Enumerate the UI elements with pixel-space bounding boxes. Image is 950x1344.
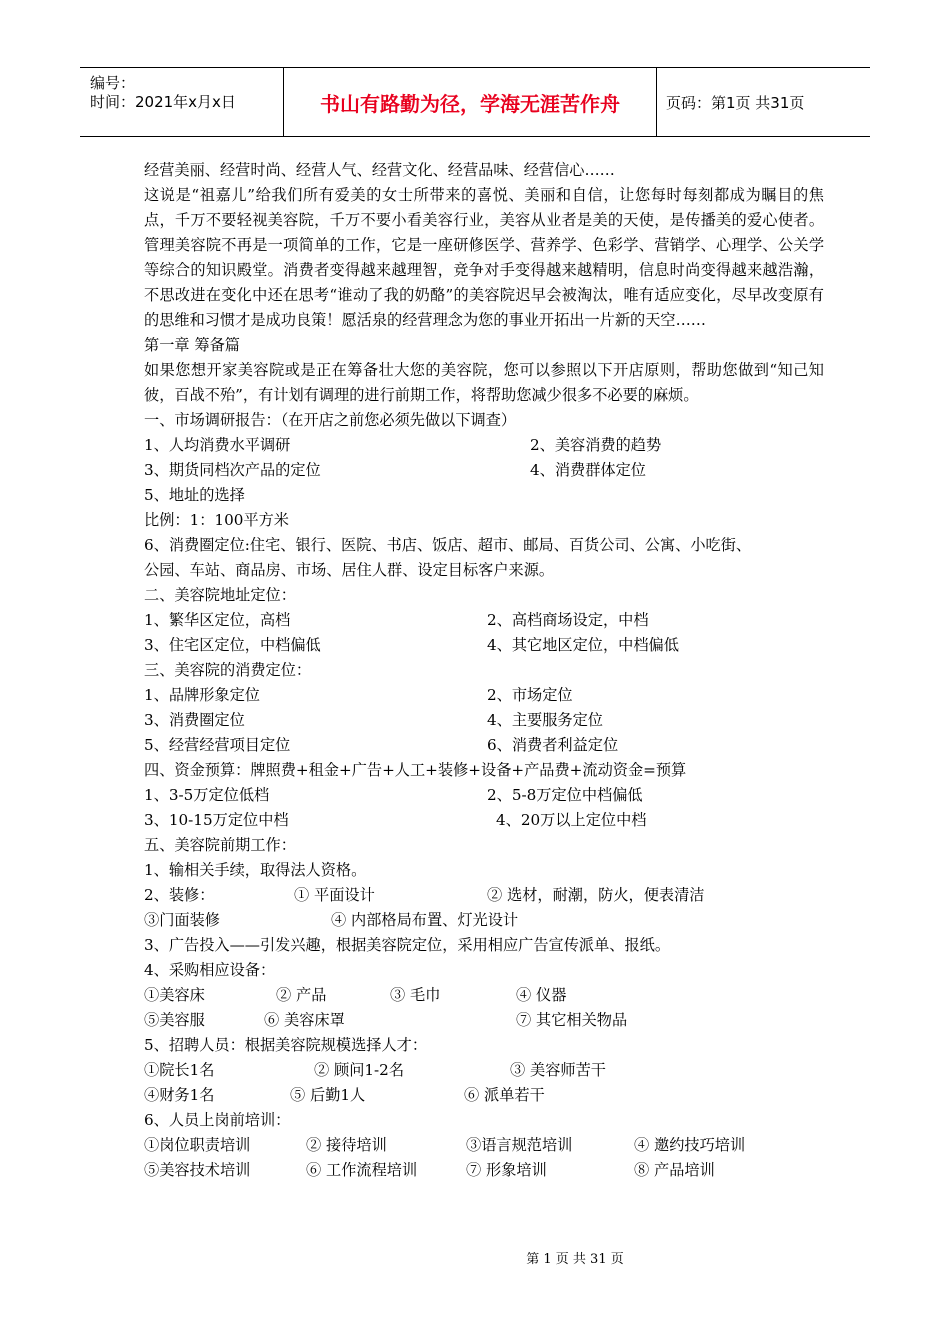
outline-list [144, 408, 824, 1183]
outline-row [144, 833, 824, 858]
outline-row [144, 858, 824, 883]
outline-row [144, 733, 824, 758]
outline-row [144, 1108, 824, 1133]
outline-cell: ④财务1名 [144, 1086, 215, 1104]
outline-cell: ③语言规范培训 [466, 1136, 573, 1154]
outline-cell: ①岗位职责培训 [144, 1136, 251, 1154]
outline-cell: ③门面装修 [144, 911, 220, 929]
header-motto: 书山有路勤为径，学海无涯苦作舟 [320, 91, 620, 116]
outline-cell: ⑦ 形象培训 [466, 1161, 547, 1179]
outline-row [144, 883, 824, 908]
outline-row [144, 808, 824, 833]
outline-row [144, 708, 824, 733]
time-label: 时间：2021年x月x日 [90, 93, 236, 111]
outline-cell: 4、其它地区定位，中档偏低 [487, 636, 679, 654]
outline-cell: ①院长1名 [144, 1061, 215, 1079]
outline-cell: 二、美容院地址定位： [144, 586, 296, 604]
outline-cell: 五、美容院前期工作： [144, 836, 296, 854]
outline-row [144, 1033, 824, 1058]
outline-cell: ⑥ 美容床罩 [264, 1011, 345, 1029]
outline-cell: ⑤ 后勤1人 [290, 1086, 366, 1104]
page-header [80, 67, 870, 137]
outline-cell: 2、市场定位 [487, 686, 573, 704]
outline-row [144, 1158, 824, 1183]
outline-cell: 三、美容院的消费定位： [144, 661, 312, 679]
outline-row [144, 683, 824, 708]
outline-cell: 3、住宅区定位，中档偏低 [144, 636, 321, 654]
outline-row [144, 533, 824, 558]
outline-cell: ④ 仪器 [516, 986, 567, 1004]
outline-row [144, 783, 824, 808]
outline-cell: ⑤美容服 [144, 1011, 205, 1029]
outline-cell: ④ 邀约技巧培训 [634, 1136, 746, 1154]
outline-cell: 6、消费者利益定位 [487, 736, 619, 754]
outline-cell: ① 平面设计 [294, 886, 375, 904]
outline-cell: 1、人均消费水平调研 [144, 436, 291, 454]
outline-row [144, 483, 824, 508]
outline-cell: 3、10-15万定位中档 [144, 811, 289, 829]
outline-row [144, 458, 824, 483]
outline-row [144, 908, 824, 933]
outline-row [144, 758, 824, 783]
outline-cell: ⑧ 产品培训 [634, 1161, 715, 1179]
outline-cell: 4、主要服务定位 [487, 711, 603, 729]
outline-cell: 1、3-5万定位低档 [144, 786, 270, 804]
outline-row [144, 583, 824, 608]
outline-cell: 5、招聘人员：根据美容院规模选择人才： [144, 1036, 428, 1054]
intro-paragraph: 这说是“祖嘉儿”给我们所有爱美的女士所带来的喜悦、美丽和自信，让您每时每刻都成为瞩目的焦点，千万不要轻视美容院，千万不要小看美容行业，美容从业者是美的天使，是传播美的爱心使者。管理美容院不再是一项简单的工作，它是一座研修医学、营养学、色彩学、营销学、心理学、公关学等综合的知识殿堂。消费者变得越来越理智，竞争对手变得越来越精明，信息时尚变得越来越浩瀚，不思改进在变化中还在思考“谁动了我的奶酪”的美容院迟早会被淘汰，唯有适应变化，尽早改变原有的思维和习惯才是成功良策！愿活泉的经营理念为您的事业开拓出一片新的天空…… [144, 186, 824, 329]
chapter-title: 第一章 筹备篇 [144, 336, 240, 354]
outline-cell: 1、输相关手续，取得法人资格。 [144, 861, 367, 879]
outline-cell: ①美容床 [144, 986, 205, 1004]
outline-cell: 2、装修： [144, 886, 215, 904]
page-footer: 第 1 页 共 31 页 [526, 1252, 624, 1267]
outline-cell: ⑤美容技术培训 [144, 1161, 251, 1179]
outline-cell: 6、人员上岗前培训： [144, 1111, 291, 1129]
outline-cell: ② 选材，耐潮，防火，便表清洁 [487, 886, 705, 904]
outline-cell: 1、繁华区定位，高档 [144, 611, 291, 629]
outline-cell: ⑥ 派单若干 [464, 1086, 545, 1104]
outline-cell: 4、消费群体定位 [530, 461, 646, 479]
outline-cell: 1、品牌形象定位 [144, 686, 260, 704]
chapter-intro: 如果您想开家美容院或是正在筹备壮大您的美容院，您可以参照以下开店原则，帮助您做到“知己知彼，百战不殆”，有计划有调理的进行前期工作，将帮助您减少很多不必要的麻烦。 [144, 361, 824, 404]
outline-cell: 公园、车站、商品房、市场、居住人群、设定目标客户来源。 [144, 561, 555, 579]
outline-row [144, 658, 824, 683]
outline-row [144, 933, 824, 958]
outline-cell: ② 产品 [276, 986, 327, 1004]
outline-cell: 四、资金预算：牌照费+租金+广告+人工+装修+设备+产品费+流动资金=预算 [144, 761, 687, 779]
outline-cell: ② 接待培训 [306, 1136, 387, 1154]
outline-cell: 一、市场调研报告：（在开店之前您必须先做以下调查） [144, 411, 517, 429]
outline-cell: ④ 内部格局布置、灯光设计 [331, 911, 519, 929]
outline-cell: 比例：1：100平方米 [144, 511, 289, 529]
outline-row [144, 1083, 824, 1108]
outline-cell: 2、5-8万定位中档偏低 [487, 786, 643, 804]
outline-cell: ③ 毛巾 [390, 986, 441, 1004]
outline-cell: 6、消费圈定位:住宅、银行、医院、书店、饭店、超市、邮局、百货公司、公寓、小吃街、 [144, 536, 752, 554]
outline-cell: ③ 美容师苦干 [510, 1061, 606, 1079]
header-page-info: 页码：第1页 共31页 [666, 93, 805, 112]
outline-row [144, 958, 824, 983]
outline-cell: 3、期货同档次产品的定位 [144, 461, 321, 479]
outline-cell: 5、地址的选择 [144, 486, 245, 504]
document-body [144, 158, 824, 1183]
outline-row [144, 1133, 824, 1158]
outline-cell: 3、广告投入——引发兴趣，根据美容院定位，采用相应广告宣传派单、报纸。 [144, 936, 671, 954]
number-label: 编号： [90, 74, 136, 92]
outline-cell: 2、高档商场设定，中档 [487, 611, 649, 629]
outline-cell: 2、美容消费的趋势 [530, 436, 662, 454]
header-meta [90, 74, 236, 112]
outline-row [144, 983, 824, 1008]
outline-cell: ⑥ 工作流程培训 [306, 1161, 418, 1179]
outline-row [144, 633, 824, 658]
outline-cell: ⑦ 其它相关物品 [516, 1011, 628, 1029]
outline-row [144, 1008, 824, 1033]
outline-cell: 5、经营经营项目定位 [144, 736, 291, 754]
outline-row [144, 408, 824, 433]
outline-row [144, 558, 824, 583]
outline-cell: 3、消费圈定位 [144, 711, 245, 729]
outline-cell: 4、采购相应设备： [144, 961, 276, 979]
outline-row [144, 1058, 824, 1083]
header-motto-cell [283, 68, 657, 136]
intro-line-1: 经营美丽、经营时尚、经营人气、经营文化、经营品味、经营信心…… [144, 161, 615, 179]
outline-row [144, 508, 824, 533]
outline-cell: ② 顾问1-2名 [314, 1061, 405, 1079]
outline-cell: 4、20万以上定位中档 [496, 811, 647, 829]
outline-row [144, 608, 824, 633]
outline-row [144, 433, 824, 458]
